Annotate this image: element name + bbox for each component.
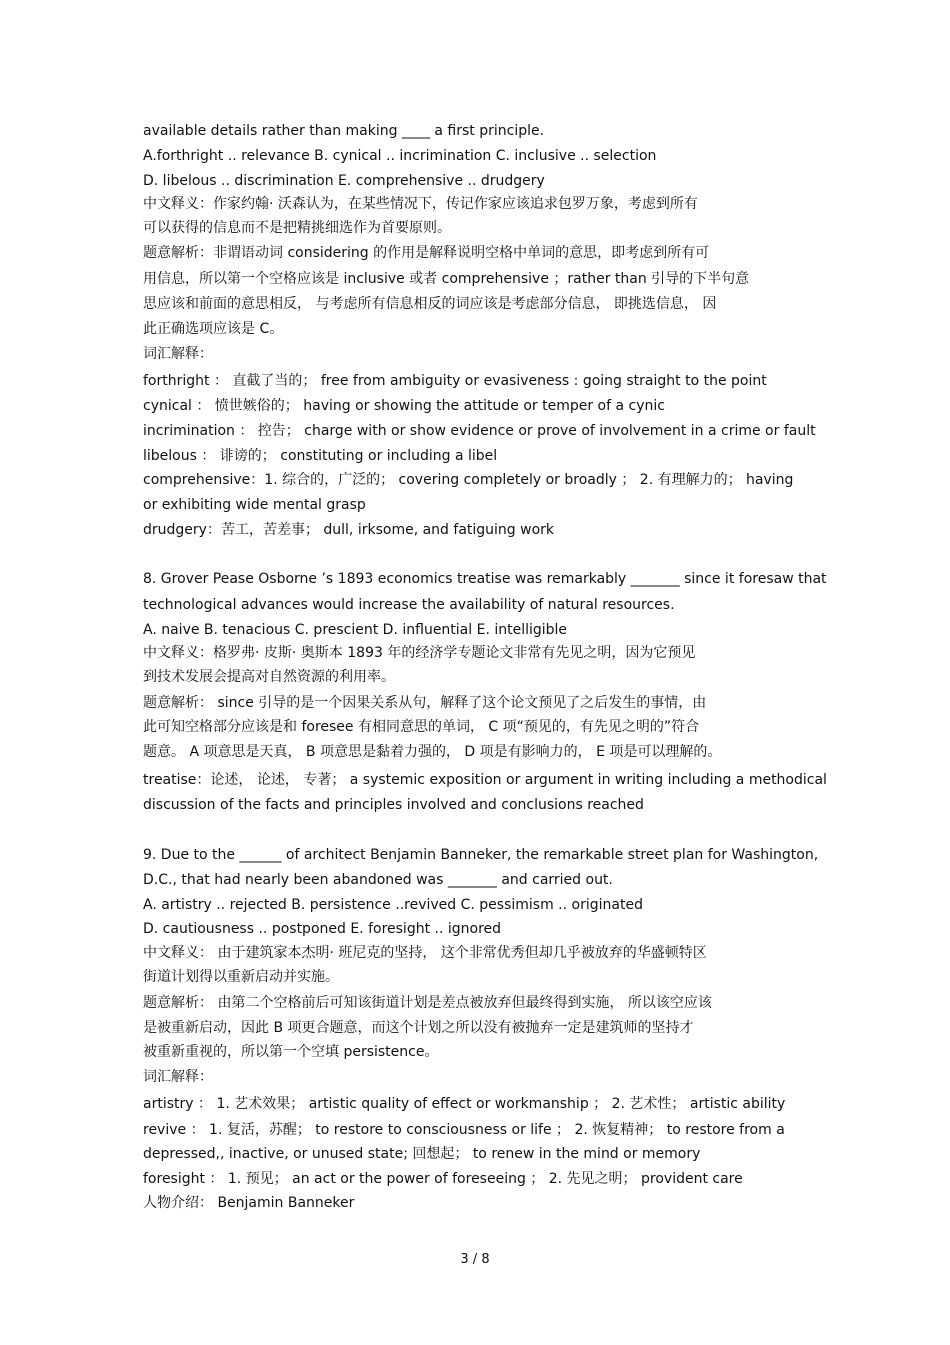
text-line: discussion of the facts and principles involved and conclusions reached: [143, 797, 644, 813]
text-line: 此正确选项应该是 C。: [143, 321, 284, 337]
text-line: drudgery：苦工，苦差事； dull, irksome, and fatiguing work: [143, 522, 555, 538]
text-line: treatise：论述， 论述， 专著； a systemic exposition or argument in writing including a methodical: [143, 772, 827, 788]
text-line: D.C., that had nearly been abandoned was _______ and carried out.: [143, 872, 613, 888]
text-line: 此可知空格部分应该是和 foresee 有相同意思的单词， C 项“预见的，有先见之明的”符合: [143, 719, 700, 735]
text-line: 词汇解释：: [143, 346, 213, 362]
text-line: or exhibiting wide mental grasp: [143, 497, 366, 513]
text-line: 用信息，所以第一个空格应该是 inclusive 或者 comprehensive ；rather than 引导的下半句意: [143, 271, 750, 287]
text-line: 人物介绍： Benjamin Banneker: [143, 1195, 355, 1211]
text-line: incrimination ： 控告； charge with or show evidence or prove of involvement in a crime or fault: [143, 423, 816, 439]
text-line: 题意解析：非谓语动词 considering 的作用是解释说明空格中单词的意思，即考虑到所有可: [143, 245, 710, 261]
text-line: 9. Due to the ______ of architect Benjamin Banneker, the remarkable street plan for Washington,: [143, 847, 819, 863]
text-line: foresight ： 1. 预见； an act or the power of foreseeing ； 2. 先见之明； provident care: [143, 1171, 743, 1187]
text-line: cynical ： 愤世嫉俗的； having or showing the attitude or temper of a cynic: [143, 398, 665, 414]
text-line: depressed,, inactive, or unused state; 回想起； to renew in the mind or memory: [143, 1146, 701, 1162]
text-line: technological advances would increase the availability of natural resources.: [143, 597, 675, 613]
text-line: 8. Grover Pease Osborne ’s 1893 economics treatise was remarkably _______ since it foresaw that: [143, 571, 827, 587]
text-line: 中文释义：格罗弗· 皮斯· 奥斯本 1893 年的经济学专题论文非常有先见之明，因为它预见: [143, 645, 696, 661]
text-line: libelous ： 诽谤的； constituting or including a libel: [143, 448, 498, 464]
text-line: D. libelous .. discrimination E. comprehensive .. drudgery: [143, 173, 545, 189]
text-line: available details rather than making ____ a first principle.: [143, 123, 545, 139]
text-line: D. cautiousness .. postponed E. foresight .. ignored: [143, 921, 502, 937]
text-line: 可以获得的信息而不是把精挑细选作为首要原则。: [143, 220, 451, 236]
text-line: 街道计划得以重新启动并实施。: [143, 969, 339, 985]
text-line: A. naive B. tenacious C. prescient D. influential E. intelligible: [143, 622, 568, 638]
text-line: revive ： 1. 复活，苏醒； to restore to consciousness or life ； 2. 恢复精神； to restore from a: [143, 1122, 785, 1138]
text-line: 题意解析： 由第二个空格前后可知该街道计划是差点被放弃但最终得到实施， 所以该空应该: [143, 995, 712, 1011]
page-number: 3 / 8: [460, 1252, 490, 1267]
text-line: artistry ： 1. 艺术效果； artistic quality of effect or workmanship ； 2. 艺术性； artistic ability: [143, 1096, 786, 1112]
text-line: A.forthright .. relevance B. cynical .. incrimination C. inclusive .. selection: [143, 148, 657, 164]
text-line: 题意解析： since 引导的是一个因果关系从句，解释了这个论文预见了之后发生的事情，由: [143, 695, 707, 711]
text-line: 题意。 A 项意思是天真， B 项意思是黏着力强的， D 项是有影响力的， E 项是可以理解的。: [143, 744, 722, 760]
text-line: 思应该和前面的意思相反， 与考虑所有信息相反的词应该是考虑部分信息， 即挑选信息， 因: [143, 296, 717, 312]
text-line: comprehensive：1. 综合的，广泛的； covering completely or broadly ； 2. 有理解力的； having: [143, 472, 794, 488]
text-line: 被重新重视的，所以第一个空填 persistence。: [143, 1044, 439, 1060]
text-line: forthright ： 直截了当的； free from ambiguity or evasiveness : going straight to the point: [143, 373, 767, 389]
text-line: 到技术发展会提高对自然资源的利用率。: [143, 669, 395, 685]
text-line: 是被重新启动，因此 B 项更合题意，而这个计划之所以没有被抛弃一定是建筑师的坚持才: [143, 1020, 694, 1036]
text-line: 词汇解释：: [143, 1069, 213, 1085]
text-line: A. artistry .. rejected B. persistence ..revived C. pessimism .. originated: [143, 897, 643, 913]
text-line: 中文释义：作家约翰· 沃森认为，在某些情况下，传记作家应该追求包罗万象，考虑到所有: [143, 196, 698, 212]
text-line: 中文释义： 由于建筑家本杰明· 班尼克的坚持， 这个非常优秀但却几乎被放弃的华盛顿特区: [143, 945, 707, 961]
